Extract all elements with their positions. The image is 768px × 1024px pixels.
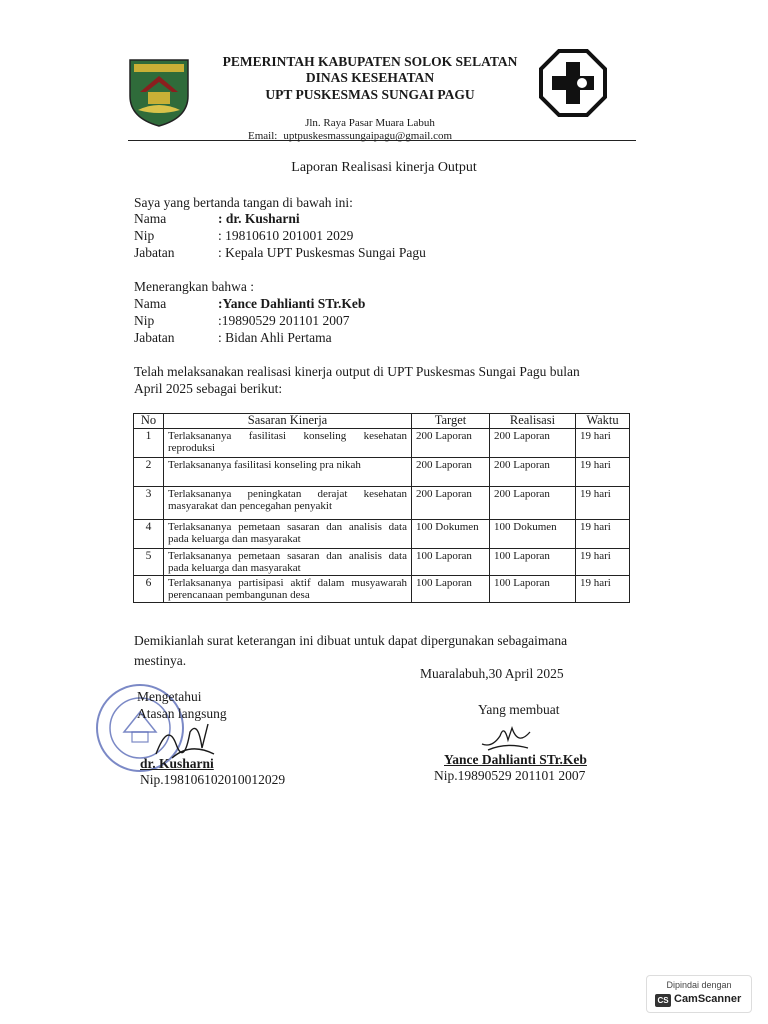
- cell-waktu: 19 hari: [576, 576, 630, 603]
- table-row: [134, 520, 630, 549]
- kabupaten-emblem-icon: [126, 56, 192, 128]
- left-sign-nip: Nip.198106102010012029: [140, 772, 286, 787]
- col-no: No: [134, 414, 164, 429]
- subject-jabatan-value: : Bidan Ahli Pertama: [218, 330, 332, 345]
- cell-sasaran: Terlaksananya partisipasi aktif dalam musyawarah perencanaan pembangunan desa: [164, 576, 412, 603]
- unit-name: UPT PUSKESMAS SUNGAI PAGU: [265, 87, 475, 102]
- cell-waktu: 19 hari: [576, 458, 630, 487]
- cell-sasaran: Terlaksananya peningkatan derajat kesehatan masyarakat dan pencegahan penyakit: [164, 487, 412, 520]
- cell-target: 100 Dokumen: [412, 520, 490, 549]
- right-sign-nip: Nip.19890529 201101 2007: [434, 768, 586, 783]
- cell-realisasi: 100 Laporan: [490, 549, 576, 576]
- document-title: Laporan Realisasi kinerja Output: [291, 160, 477, 175]
- col-target: Target: [412, 414, 490, 429]
- camscanner-logo-icon: CS: [655, 994, 671, 1007]
- cell-realisasi: 100 Dokumen: [490, 520, 576, 549]
- cell-realisasi: 100 Laporan: [490, 576, 576, 603]
- col-sasaran: Sasaran Kinerja: [164, 414, 412, 429]
- kinerja-table: [133, 413, 630, 603]
- cell-no: 5: [134, 549, 164, 576]
- cell-no: 2: [134, 458, 164, 487]
- right-sign-name: Yance Dahlianti STr.Keb: [444, 752, 587, 767]
- cell-no: 1: [134, 429, 164, 458]
- header-divider: [128, 140, 636, 141]
- subject-nama-value: :Yance Dahlianti STr.Keb: [218, 296, 366, 311]
- cell-waktu: 19 hari: [576, 520, 630, 549]
- signer-jabatan-label: Jabatan: [134, 245, 175, 260]
- table-row: [134, 576, 630, 603]
- table-row: [134, 458, 630, 487]
- cell-target: 100 Laporan: [412, 576, 490, 603]
- subject-jabatan-label: Jabatan: [134, 330, 175, 345]
- email-value: uptpuskesmassungaipagu@gmail.com: [283, 130, 453, 142]
- subject-nip-value: :19890529 201101 2007: [218, 313, 350, 328]
- left-sign-line-1: Mengetahui: [137, 689, 202, 704]
- closing-line-1: Demikianlah surat keterangan ini dibuat untuk dapat dipergunakan sebagaimana: [134, 633, 568, 648]
- email-label: Email:: [248, 130, 278, 142]
- cell-no: 3: [134, 487, 164, 520]
- cell-target: 200 Laporan: [412, 458, 490, 487]
- camscanner-caption: Dipindai dengan: [666, 980, 732, 990]
- signer-nip-value: : 19810610 201001 2029: [218, 228, 354, 243]
- cell-target: 200 Laporan: [412, 429, 490, 458]
- cell-waktu: 19 hari: [576, 549, 630, 576]
- subject-nama-label: Nama: [134, 296, 167, 311]
- camscanner-badge: [646, 975, 752, 1013]
- left-sign-line-2: Atasan langsung: [137, 706, 227, 721]
- statement-line-1: Telah melaksanakan realisasi kinerja output di UPT Puskesmas Sungai Pagu bulan: [134, 364, 580, 379]
- signer-nama-label: Nama: [134, 211, 167, 226]
- intro-text: Saya yang bertanda tangan di bawah ini:: [134, 195, 353, 210]
- statement-line-2: April 2025 sebagai berikut:: [134, 381, 283, 396]
- cell-waktu: 19 hari: [576, 487, 630, 520]
- cell-sasaran: Terlaksananya fasilitasi konseling pra nikah: [164, 458, 412, 487]
- camscanner-name: CamScanner: [674, 993, 742, 1005]
- subject-nip-label: Nip: [134, 313, 155, 328]
- table-header-row: [134, 414, 630, 429]
- cell-target: 200 Laporan: [412, 487, 490, 520]
- table-row: [134, 549, 630, 576]
- agency-name: PEMERINTAH KABUPATEN SOLOK SELATAN: [222, 54, 518, 69]
- signer-nama-value: : dr. Kusharni: [218, 211, 300, 226]
- cell-sasaran: Terlaksananya pemetaan sasaran dan analisis data pada keluarga dan masyarakat: [164, 549, 412, 576]
- cell-no: 6: [134, 576, 164, 603]
- right-sign-line-1: Yang membuat: [478, 702, 560, 717]
- department-name: DINAS KESEHATAN: [305, 70, 435, 85]
- signer-jabatan-value: : Kepala UPT Puskesmas Sungai Pagu: [218, 245, 426, 260]
- cell-target: 100 Laporan: [412, 549, 490, 576]
- col-realisasi: Realisasi: [490, 414, 576, 429]
- signature-right-icon: [478, 718, 536, 754]
- table-row: [134, 429, 630, 458]
- address: Jln. Raya Pasar Muara Labuh: [305, 117, 435, 129]
- cell-realisasi: 200 Laporan: [490, 487, 576, 520]
- cell-sasaran: Terlaksananya pemetaan sasaran dan analisis data pada keluarga dan masyarakat: [164, 520, 412, 549]
- closing-line-2: mestinya.: [134, 653, 187, 668]
- signer-nip-label: Nip: [134, 228, 155, 243]
- left-sign-name: dr. Kusharni: [140, 756, 214, 771]
- cell-sasaran: Terlaksananya fasilitasi konseling kesehatan reproduksi: [164, 429, 412, 458]
- cell-no: 4: [134, 520, 164, 549]
- cell-waktu: 19 hari: [576, 429, 630, 458]
- cell-realisasi: 200 Laporan: [490, 458, 576, 487]
- cell-realisasi: 200 Laporan: [490, 429, 576, 458]
- menerangkan-text: Menerangkan bahwa :: [134, 279, 254, 294]
- table-row: [134, 487, 630, 520]
- col-waktu: Waktu: [576, 414, 630, 429]
- place-date: Muaralabuh,30 April 2025: [420, 666, 564, 681]
